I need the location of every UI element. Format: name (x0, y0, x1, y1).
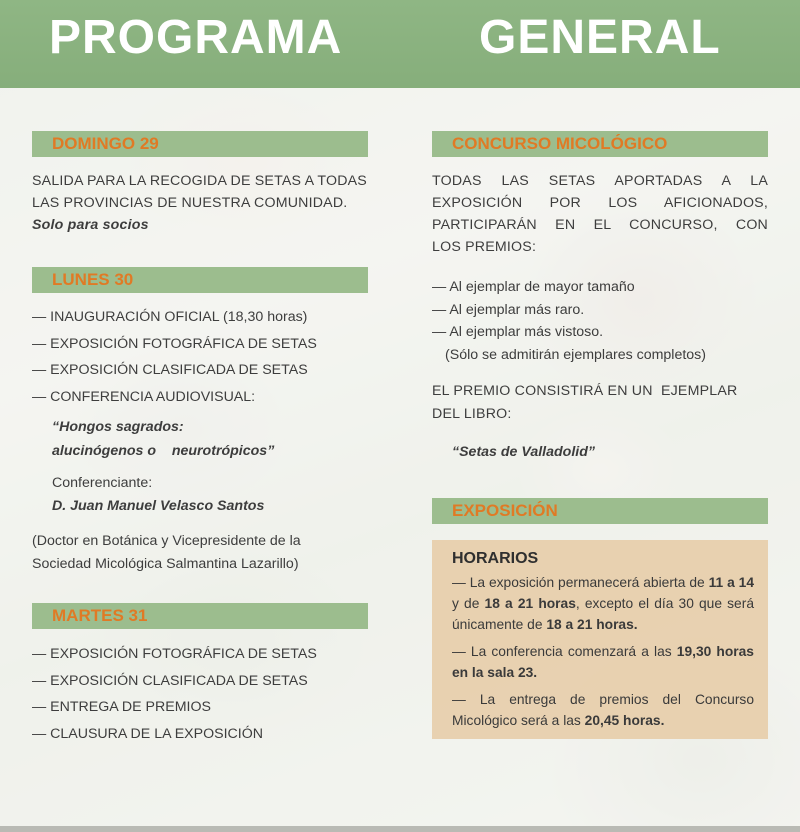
horario-text: , excepto el día 30 que será únicamente de (452, 596, 755, 632)
horario-text: y de (452, 596, 485, 611)
section-domingo: DOMINGO 29 (32, 131, 368, 157)
horario-hours: 11 a 14 (708, 575, 754, 590)
list-item: — EXPOSICIÓN CLASIFICADA DE SETAS (32, 672, 308, 689)
horario-hours: 20,45 horas. (584, 713, 665, 728)
prizes-list (432, 276, 706, 366)
horarios-title: HORARIOS (452, 550, 539, 567)
premio-line: EL PREMIO CONSISTIRÁ EN UN EJEMPLAR (432, 383, 738, 399)
horario-text: — La conferencia comenzará a las (452, 644, 677, 659)
premio-text (432, 380, 768, 426)
list-item: — INAUGURACIÓN OFICIAL (18,30 horas) (32, 309, 308, 325)
book-title: “Setas de Valladolid” (452, 444, 595, 460)
horario-hours: 18 a 21 horas. (546, 617, 638, 632)
domingo-line: LAS PROVINCIAS DE NUESTRA COMUNIDAD. (32, 195, 348, 211)
list-item: — CLAUSURA DE LA EXPOSICIÓN (32, 725, 264, 742)
speaker-bio-line: Sociedad Micológica Salmantina Lazarillo) (32, 556, 299, 572)
list-item: — EXPOSICIÓN CLASIFICADA DE SETAS (32, 362, 308, 378)
speaker-bio-line: (Doctor en Botánica y Vicepresidente de la (32, 533, 301, 549)
list-item: — EXPOSICIÓN FOTOGRÁFICA DE SETAS (32, 335, 317, 352)
domingo-text (32, 170, 372, 236)
horario-paragraph (452, 572, 754, 635)
premio-line: DEL LIBRO: (432, 406, 512, 422)
list-item: — CONFERENCIA AUDIOVISUAL: (32, 388, 256, 405)
horarios-box (432, 540, 768, 739)
speaker-name: D. Juan Manuel Velasco Santos (52, 498, 265, 514)
talk-title-line: alucinógenos o neurotrópicos” (52, 443, 275, 459)
horario-paragraph (452, 689, 754, 731)
concurso-intro-line: PARTICIPARÁN EN EL CONCURSO, CON (432, 217, 768, 233)
section-martes: MARTES 31 (32, 603, 368, 629)
horario-hours: 18 a 21 horas (484, 596, 576, 611)
speaker-label: Conferenciante: (52, 475, 153, 491)
martes-list (32, 641, 372, 747)
concurso-intro-line: LOS PREMIOS: (432, 239, 537, 255)
speaker-bio (32, 530, 301, 576)
prize-note: (Sólo se admitirán ejemplares completos) (445, 346, 707, 363)
footer-bar (0, 826, 800, 832)
header-title-programa: PROGRAMA (49, 11, 343, 64)
domingo-note: Solo para socios (32, 217, 149, 233)
talk-title-line: “Hongos sagrados: (52, 419, 184, 435)
horario-hours: 19,30 horas en la sala 23. (452, 644, 754, 680)
horario-text: — La entrega de premios del Concurso Micológico será a las (452, 692, 754, 728)
list-item: — ENTREGA DE PREMIOS (32, 699, 211, 715)
header-title-general: GENERAL (479, 11, 721, 64)
talk-title (52, 415, 274, 463)
list-item: — EXPOSICIÓN FOTOGRÁFICA DE SETAS (32, 646, 317, 662)
concurso-intro-line: EXPOSICIÓN POR LOS AFICIONADOS, (432, 195, 768, 211)
section-lunes: LUNES 30 (32, 267, 368, 293)
section-concurso: CONCURSO MICOLÓGICO (432, 131, 768, 157)
horario-text: — La exposición permanecerá abierta de (452, 575, 709, 590)
header-band (0, 0, 800, 88)
list-item: — Al ejemplar de mayor tamaño (432, 279, 635, 295)
list-item: — Al ejemplar más raro. (432, 301, 585, 318)
horario-paragraph (452, 641, 754, 683)
list-item: — Al ejemplar más vistoso. (432, 324, 604, 340)
concurso-intro (432, 170, 768, 258)
lunes-list (32, 304, 372, 410)
concurso-intro-line: TODAS LAS SETAS APORTADAS A LA (432, 173, 768, 189)
domingo-line: SALIDA PARA LA RECOGIDA DE SETAS A TODAS (32, 173, 367, 189)
section-exposicion: EXPOSICIÓN (432, 498, 768, 524)
